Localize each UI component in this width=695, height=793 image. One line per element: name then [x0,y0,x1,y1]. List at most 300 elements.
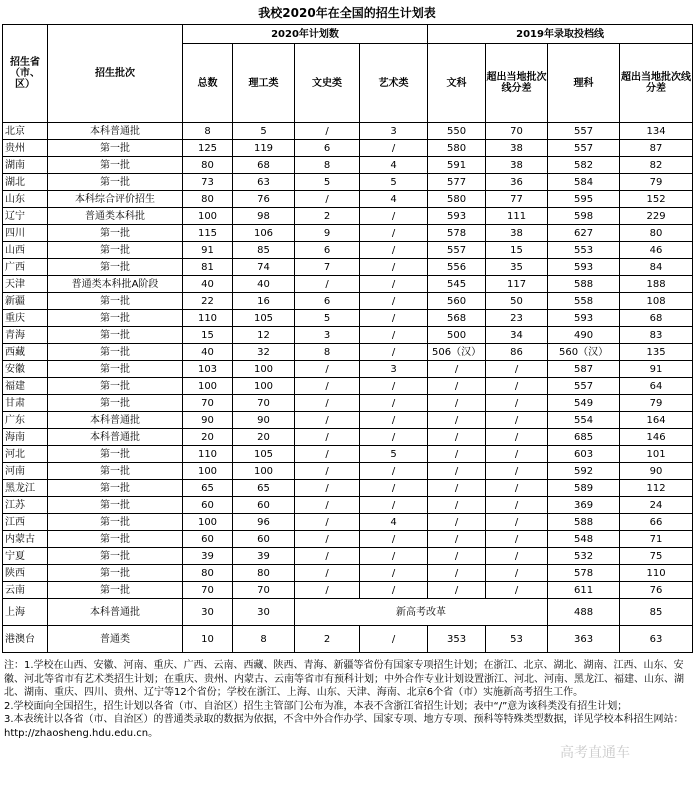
note-3: 3.本表统计以各省（市、自治区）的普通类录取的数据为依据，不含中外合作办学、国家专项、地方专项、预科等特殊类型数据，详见学校本科招生网站：http://zhaosheng.hdu.edu.cn。 [4,714,684,739]
table-cell: 4 [360,191,428,208]
table-cell: 578 [428,225,486,242]
table-cell: 广东 [3,412,48,429]
table-row [3,191,693,208]
table-cell: 86 [486,344,548,361]
table-cell: / [486,412,548,429]
table-cell: / [295,565,360,582]
table-cell: 557 [428,242,486,259]
table-row [3,344,693,361]
table-row [3,548,693,565]
header-score-2019: 2019年录取投档线 [428,25,693,44]
table-cell: 2 [295,626,360,653]
table-row [3,276,693,293]
table-cell: 79 [620,395,693,412]
table-cell: 辽宁 [3,208,48,225]
table-cell: 第一批 [48,582,183,599]
table-cell: 西藏 [3,344,48,361]
table-cell: / [360,548,428,565]
table-cell: 第一批 [48,497,183,514]
table-cell: 30 [233,599,295,626]
table-cell: 98 [233,208,295,225]
table-cell: 65 [233,480,295,497]
table-cell: 本科普通批 [48,429,183,446]
table-cell: / [295,480,360,497]
watermark: 高考直通车 [560,745,630,761]
table-cell: 560 [428,293,486,310]
table-row [3,310,693,327]
table-cell: 135 [620,344,693,361]
table-cell: 新疆 [3,293,48,310]
table-cell: 100 [183,378,233,395]
table-cell: 100 [183,514,233,531]
table-cell: 北京 [3,123,48,140]
table-cell: 580 [428,140,486,157]
table-cell: 84 [620,259,693,276]
table-body [3,123,693,653]
table-cell: / [295,531,360,548]
table-cell: 第一批 [48,140,183,157]
table-cell: 64 [620,378,693,395]
table-cell: 488 [548,599,620,626]
table-cell: 96 [233,514,295,531]
header-above-line-arts: 超出当地批次线分差 [486,44,548,123]
table-cell: 第一批 [48,327,183,344]
table-cell: 15 [183,327,233,344]
table-cell: 79 [620,174,693,191]
table-cell: 3 [360,361,428,378]
table-cell: 77 [486,191,548,208]
table-cell: / [295,378,360,395]
table-cell: / [295,276,360,293]
table-cell: 青海 [3,327,48,344]
table-cell: 8 [295,344,360,361]
table-cell: / [295,191,360,208]
table-cell: 4 [360,157,428,174]
table-cell: 545 [428,276,486,293]
header-wenke: 文科 [428,44,486,123]
table-cell: 85 [233,242,295,259]
table-cell: / [428,497,486,514]
table-cell: 60 [183,531,233,548]
table-row [3,123,693,140]
table-cell: 第一批 [48,293,183,310]
table-cell: 110 [620,565,693,582]
table-cell: / [360,225,428,242]
table-row-gangao [3,626,693,653]
table-cell: 河南 [3,463,48,480]
table-cell: 40 [233,276,295,293]
table-row [3,446,693,463]
table-cell: 海南 [3,429,48,446]
table-cell: / [360,429,428,446]
table-row [3,531,693,548]
table-row [3,293,693,310]
table-cell: / [360,626,428,653]
table-cell: 60 [233,497,295,514]
table-cell: 湖南 [3,157,48,174]
table-row [3,497,693,514]
table-cell: 15 [486,242,548,259]
table-cell: 8 [183,123,233,140]
table-cell: 38 [486,140,548,157]
table-row [3,208,693,225]
table-cell: 广西 [3,259,48,276]
table-row [3,463,693,480]
table-cell: / [360,378,428,395]
table-cell: / [428,480,486,497]
table-cell: 100 [183,463,233,480]
table-cell: 85 [620,599,693,626]
table-cell: / [360,480,428,497]
table-cell: 66 [620,514,693,531]
table-cell: 65 [183,480,233,497]
table-cell: 532 [548,548,620,565]
table-cell: / [360,412,428,429]
header-arts: 文史类 [295,44,360,123]
table-cell: 24 [620,497,693,514]
table-cell: 5 [360,174,428,191]
table-row-shanghai [3,599,693,626]
table-cell: / [486,514,548,531]
table-cell: 34 [486,327,548,344]
table-cell: 湖北 [3,174,48,191]
table-cell: / [486,548,548,565]
table-cell: 38 [486,157,548,174]
table-cell: 115 [183,225,233,242]
table-cell: 安徽 [3,361,48,378]
table-cell: 3 [360,123,428,140]
table-cell: 第一批 [48,157,183,174]
table-cell: 90 [183,412,233,429]
table-cell: 第一批 [48,548,183,565]
table-cell: 3 [295,327,360,344]
table-cell: 50 [486,293,548,310]
table-cell: 40 [183,344,233,361]
table-cell: / [486,565,548,582]
table-cell: 60 [233,531,295,548]
table-cell: 本科普通批 [48,412,183,429]
table-cell: / [295,395,360,412]
table-cell: 第一批 [48,531,183,548]
table-cell: 河北 [3,446,48,463]
table-cell: 103 [183,361,233,378]
table-cell: 100 [183,208,233,225]
table-cell: 588 [548,514,620,531]
table-cell: 重庆 [3,310,48,327]
table-cell: 22 [183,293,233,310]
table-cell: 582 [548,157,620,174]
table-cell: 87 [620,140,693,157]
table-cell: 本科普通批 [48,123,183,140]
table-cell: 108 [620,293,693,310]
table-cell: 106 [233,225,295,242]
table-cell: 5 [360,446,428,463]
table-cell: 70 [233,395,295,412]
table-cell: 山东 [3,191,48,208]
table-cell: 100 [233,361,295,378]
table-cell: / [486,361,548,378]
header-above-line-sci: 超出当地批次线分差 [620,44,693,123]
table-cell: 天津 [3,276,48,293]
note-2: 2.学校面向全国招生，招生计划以各省（市、自治区）招生主管部门公布为准，本表不含浙江省招生计划；表中“/”意为该科类没有招生计划； [4,700,628,712]
table-cell: 68 [233,157,295,174]
table-cell: / [360,276,428,293]
table-cell: / [360,293,428,310]
table-cell: / [428,446,486,463]
table-cell: 91 [620,361,693,378]
table-cell: / [428,361,486,378]
table-cell: 70 [183,395,233,412]
table-cell: / [486,395,548,412]
table-cell: 70 [486,123,548,140]
table-cell: / [295,548,360,565]
table-cell: 611 [548,582,620,599]
table-cell: 80 [183,157,233,174]
table-cell: 164 [620,412,693,429]
table-cell: 四川 [3,225,48,242]
table-cell: 第一批 [48,310,183,327]
table-cell: / [486,446,548,463]
table-cell: 港澳台 [3,626,48,653]
table-cell: 82 [620,157,693,174]
table-row [3,361,693,378]
table-cell: 595 [548,191,620,208]
table-cell: 369 [548,497,620,514]
table-cell: 第一批 [48,361,183,378]
table-cell: 91 [183,242,233,259]
table-cell: / [428,582,486,599]
table-cell: 125 [183,140,233,157]
header-total: 总数 [183,44,233,123]
table-cell: 74 [233,259,295,276]
header-plan-2020: 2020年计划数 [183,25,428,44]
table-cell: 30 [183,599,233,626]
table-cell: 23 [486,310,548,327]
table-cell: 229 [620,208,693,225]
table-cell: / [486,378,548,395]
table-row [3,429,693,446]
table-cell: 38 [486,225,548,242]
table-cell: 新高考改革 [295,599,548,626]
table-cell: 12 [233,327,295,344]
table-cell: 134 [620,123,693,140]
table-cell: 宁夏 [3,548,48,565]
table-cell: 591 [428,157,486,174]
table-cell: / [486,497,548,514]
table-cell: / [360,395,428,412]
table-cell: 580 [428,191,486,208]
table-cell: 6 [295,140,360,157]
table-title: 我校2020年在全国的招生计划表 [258,6,436,20]
table-cell: 普通类本科批 [48,208,183,225]
table-cell: 5 [295,174,360,191]
table-cell: 598 [548,208,620,225]
table-row [3,582,693,599]
table-cell: 588 [548,276,620,293]
table-cell: / [428,463,486,480]
table-cell: 黑龙江 [3,480,48,497]
table-cell: 110 [183,310,233,327]
table-cell: 本科普通批 [48,599,183,626]
table-cell: 5 [233,123,295,140]
table-row [3,412,693,429]
table-cell: 江西 [3,514,48,531]
table-cell: 36 [486,174,548,191]
admission-plan-sheet [2,2,692,741]
table-cell: 40 [183,276,233,293]
table-cell: 内蒙古 [3,531,48,548]
header-batch: 招生批次 [48,25,183,123]
table-cell: / [295,446,360,463]
table-cell: 584 [548,174,620,191]
table-row [3,565,693,582]
table-cell: 甘肃 [3,395,48,412]
table-cell: 第一批 [48,344,183,361]
table-cell: 685 [548,429,620,446]
table-cell: / [428,548,486,565]
notes [2,659,690,741]
note-1: 注：1.学校在山西、安徽、河南、重庆、广西、云南、西藏、陕西、青海、新疆等省份有国家专项招生计划；在浙江、北京、湖北、湖南、江西、山东、安徽、河北等省市有艺术类招生计划；在重庆、贵州、内蒙古、云南等省市有预科计划；中外合作专业计划设置浙江、河北、河南、黑龙江、福建、山东、湖北、湖南、重庆、四川、贵州、辽宁等12个省份；学校在浙江、上海、山东、天津、海南、北京6个省（市）实施新高考招生工作。 [4,660,684,699]
table-cell: 560（汉） [548,344,620,361]
table-cell: 6 [295,293,360,310]
table-cell: 578 [548,565,620,582]
table-cell: 105 [233,310,295,327]
header-art: 艺术类 [360,44,428,123]
table-cell: 558 [548,293,620,310]
table-cell: / [360,565,428,582]
table-cell: 553 [548,242,620,259]
table-cell: 6 [295,242,360,259]
table-row [3,378,693,395]
table-cell: 353 [428,626,486,653]
table-cell: 577 [428,174,486,191]
table-cell: 江苏 [3,497,48,514]
table-cell: / [486,531,548,548]
table-cell: 第一批 [48,480,183,497]
table-cell: / [360,259,428,276]
table-cell: 90 [233,412,295,429]
table-cell: / [486,429,548,446]
table-cell: 山西 [3,242,48,259]
table-cell: 16 [233,293,295,310]
table-cell: / [295,429,360,446]
table-cell: 60 [183,497,233,514]
table-cell: 第一批 [48,463,183,480]
table-cell: 4 [360,514,428,531]
table-row [3,480,693,497]
table-cell: 592 [548,463,620,480]
table-cell: / [428,514,486,531]
table-cell: 76 [620,582,693,599]
table-cell: 20 [183,429,233,446]
table-cell: 本科综合评价招生 [48,191,183,208]
table-cell: 556 [428,259,486,276]
table-cell: 100 [233,378,295,395]
table-row [3,174,693,191]
table-cell: 490 [548,327,620,344]
table-cell: 593 [548,310,620,327]
table-cell: / [360,531,428,548]
table-cell: / [428,429,486,446]
table-row [3,140,693,157]
table-cell: 63 [620,626,693,653]
table-cell: 557 [548,123,620,140]
table-cell: / [295,514,360,531]
header-sci-eng: 理工类 [233,44,295,123]
table-cell: 83 [620,327,693,344]
table-cell: 46 [620,242,693,259]
table-cell: 9 [295,225,360,242]
table-cell: 188 [620,276,693,293]
table-cell: 35 [486,259,548,276]
table-cell: 500 [428,327,486,344]
table-cell: 39 [183,548,233,565]
table-cell: / [486,582,548,599]
table-cell: / [486,463,548,480]
table-cell: / [360,497,428,514]
table-cell: 112 [620,480,693,497]
table-cell: 20 [233,429,295,446]
table-cell: / [295,123,360,140]
table-cell: 32 [233,344,295,361]
table-cell: 第一批 [48,174,183,191]
table-cell: 68 [620,310,693,327]
table-cell: 105 [233,446,295,463]
table-cell: 第一批 [48,378,183,395]
table-cell: 第一批 [48,446,183,463]
table-cell: / [428,395,486,412]
table-cell: 第一批 [48,395,183,412]
table-cell: 589 [548,480,620,497]
table-cell: 557 [548,378,620,395]
table-cell: / [360,310,428,327]
table-cell: 53 [486,626,548,653]
table-cell: 554 [548,412,620,429]
table-cell: 第一批 [48,565,183,582]
table-cell: 593 [548,259,620,276]
table-cell: 福建 [3,378,48,395]
table-cell: 506（汉） [428,344,486,361]
table-cell: 117 [486,276,548,293]
table-cell: 80 [620,225,693,242]
table-cell: 80 [233,565,295,582]
table-cell: 63 [233,174,295,191]
table-cell: 73 [183,174,233,191]
table-cell: 上海 [3,599,48,626]
table-cell: / [360,208,428,225]
table-cell: 568 [428,310,486,327]
table-cell: 152 [620,191,693,208]
table-cell: 第一批 [48,259,183,276]
table-cell: 80 [183,191,233,208]
table-row [3,514,693,531]
table-row [3,395,693,412]
table-row [3,259,693,276]
table-cell: / [295,361,360,378]
table-cell: 7 [295,259,360,276]
table-cell: / [428,531,486,548]
table-cell: 80 [183,565,233,582]
table-cell: 第一批 [48,514,183,531]
table-cell: 普通类 [48,626,183,653]
table-cell: 110 [183,446,233,463]
table-cell: 111 [486,208,548,225]
header-like: 理科 [548,44,620,123]
table-cell: 119 [233,140,295,157]
table-cell: 普通类本科批A阶段 [48,276,183,293]
table-cell: 8 [233,626,295,653]
table-cell: 550 [428,123,486,140]
